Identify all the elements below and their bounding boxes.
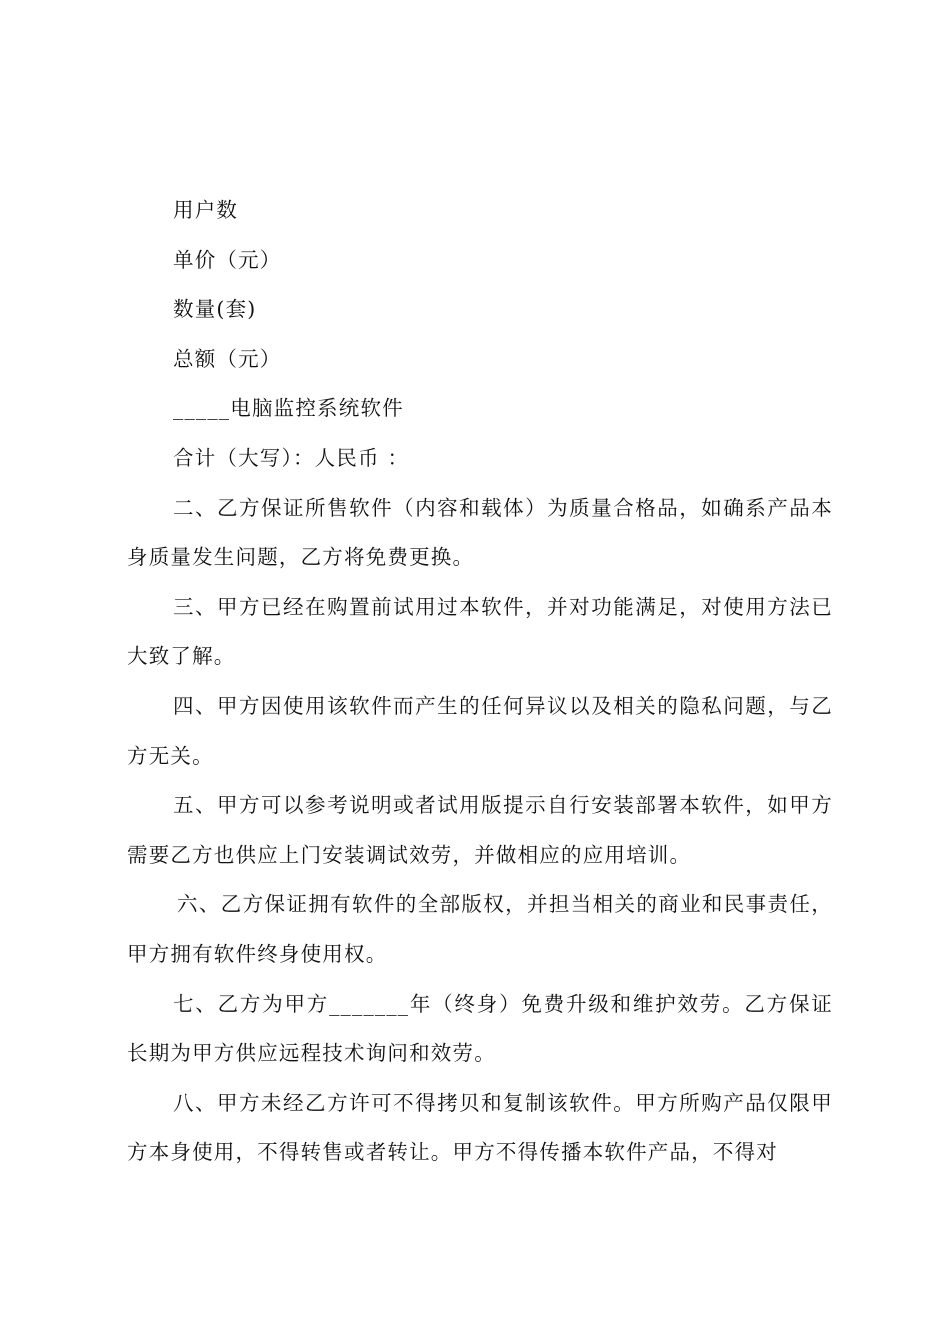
clause-2: 二、乙方保证所售软件（内容和载体）为质量合格品，如确系产品本身质量发生问题，乙方将免费更换。 <box>127 495 833 570</box>
document-body <box>127 186 833 1178</box>
clause-8: 八、甲方未经乙方许可不得拷贝和复制该软件。甲方所购产品仅限甲方本身使用，不得转售或者转让。甲方不得传播本软件产品，不得对 <box>127 1090 833 1165</box>
field-quantity: 数量(套) <box>173 297 257 322</box>
clause-3: 三、甲方已经在购置前试用过本软件，并对功能满足，对使用方法已大致了解。 <box>127 594 833 669</box>
field-user-count: 用户数 <box>173 198 239 222</box>
field-grand-total: 合计（大写）：人民币 ： <box>173 445 410 470</box>
clause-5: 五、甲方可以参考说明或者试用版提示自行安装部署本软件，如甲方需要乙方也供应上门安装调试效劳，并做相应的应用培训。 <box>127 793 833 867</box>
field-total-amount: 总额（元） <box>173 346 282 371</box>
clause-6: 六、乙方保证拥有软件的全部版权，并担当相关的商业和民事责任，甲方拥有软件终身使用权。 <box>127 892 833 966</box>
field-unit-price: 单价（元） <box>173 247 282 272</box>
clause-4: 四、甲方因使用该软件而产生的任何异议以及相关的隐私问题，与乙方无关。 <box>127 693 833 768</box>
field-software-name: _____电脑监控系统软件 <box>173 396 404 421</box>
clause-7: 七、乙方为甲方_______年（终身）免费升级和维护效劳。乙方保证长期为甲方供应远程技术询问和效劳。 <box>127 991 833 1066</box>
